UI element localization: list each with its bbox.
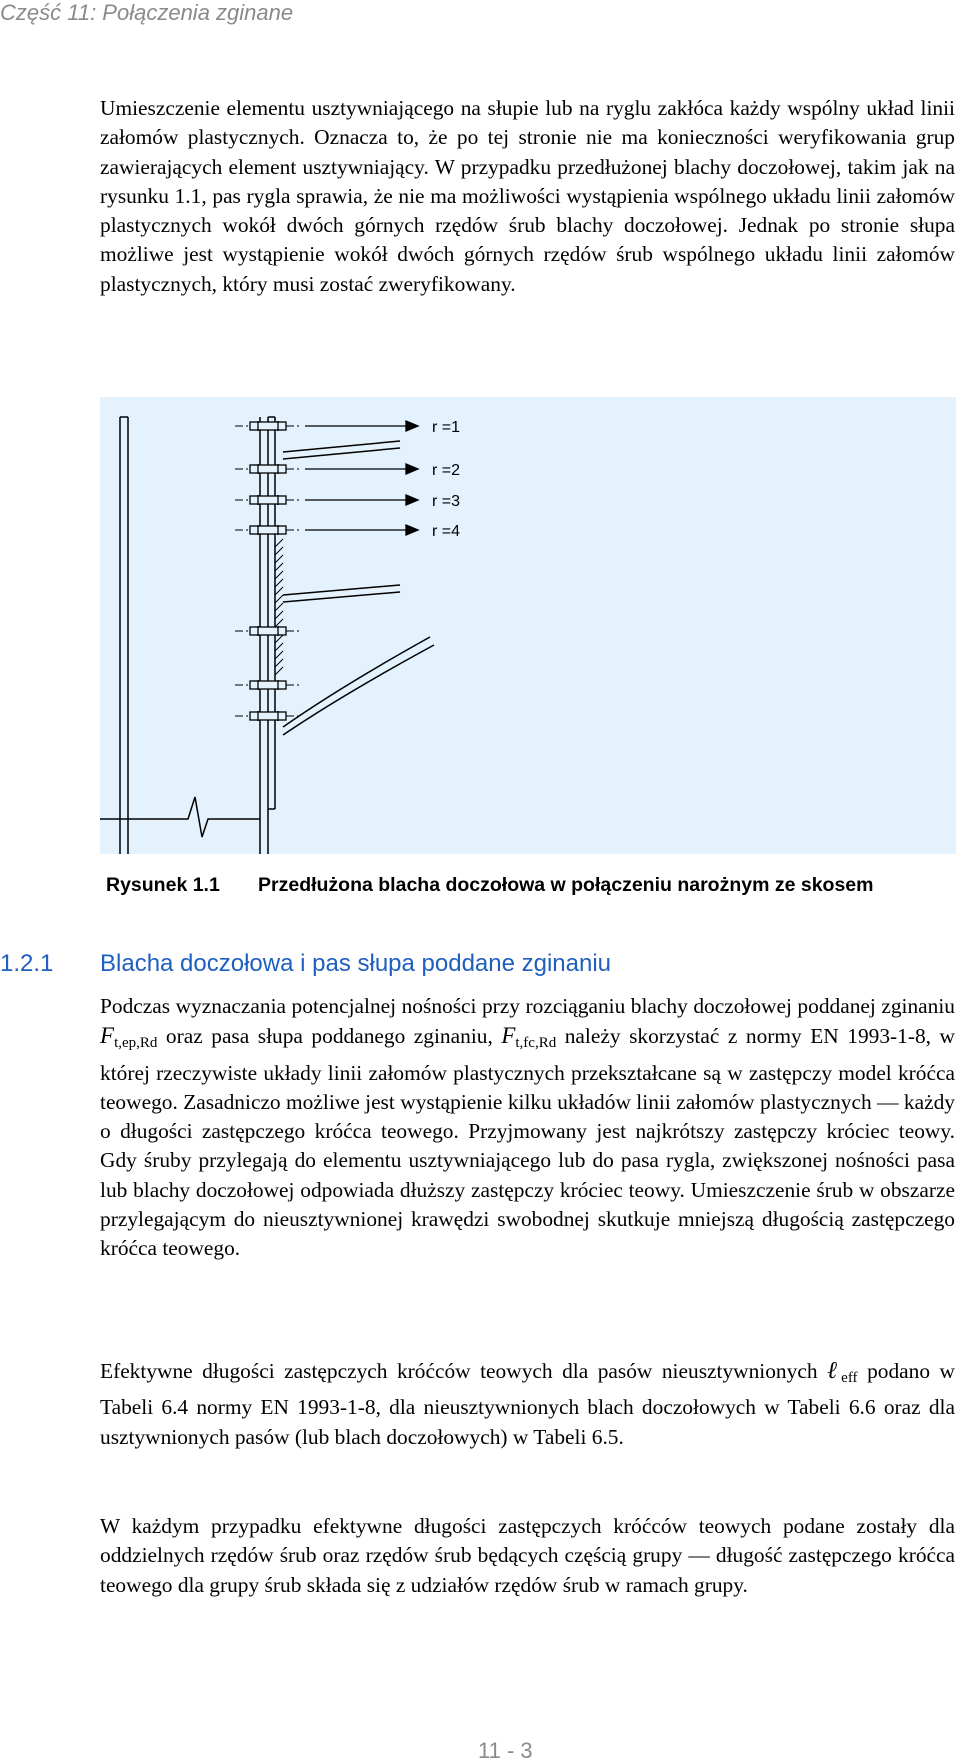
haunch-flange-upper xyxy=(283,637,430,727)
row-label-1: r =1 xyxy=(432,419,461,436)
page-number: 11 - 3 xyxy=(478,1738,533,1763)
row-label-3: r =3 xyxy=(432,493,461,510)
paragraph-3 xyxy=(100,1357,955,1452)
connection-drawing xyxy=(100,397,956,854)
bolt-row-4 xyxy=(250,525,286,535)
row-label-2: r =2 xyxy=(432,462,461,479)
paragraph-2-part-a: Podczas wyznaczania potencjalnej nośności przy rozciąganiu blachy doczołowej poddanej zginaniu xyxy=(100,994,955,1018)
bolt-row-3 xyxy=(250,495,286,505)
paragraph-2-part-b: oraz pasa słupa poddanego zginaniu, xyxy=(157,1024,502,1049)
caption-label: Rysunek 1.1 xyxy=(106,874,220,896)
symbol-l-eff: ℓ$_{eff}$ xyxy=(827,1358,858,1386)
row-arrows xyxy=(305,421,418,535)
caption-text: Przedłużona blacha doczołowa w połączeniu narożnym ze skosem xyxy=(258,874,874,896)
bolt-row-6 xyxy=(250,680,286,690)
weld-hatching xyxy=(275,539,283,675)
paragraph-1: Umieszczenie elementu usztywniającego na słupie lub na ryglu zakłóca każdy wspólny układ linii załomów plastycznych. Oznacza to, że po tej stronie nie ma konieczności weryfikowania grup zawierających element usztywniający. W przypadku przedłużonej blachy doczołowej, takim jak na rysunku 1.1, pas rygla sprawia, że nie ma możliwości wystąpienia wspólnego układu linii załomów plastycznych wokół dwóch górnych rzędów śrub blachy doczołowej. Jednak po stronie słupa możliwe jest wystąpienie wokół dwóch górnych rzędów śrub wspólnego układu linii załomów plastycznych, który musi zostać zweryfikowany. xyxy=(100,96,955,296)
chapter-header: Część 11: Połączenia zginane xyxy=(0,0,294,25)
haunch-flange-lower xyxy=(283,645,434,735)
symbol-f-tfc: $F_{t,fc,Rd}$ xyxy=(501,1023,557,1052)
paragraph-3-part-b: podano w Tabeli 6.4 normy EN 1993-1-8, dla nieusztywnionych blach doczołowych w Tabeli 6.6 oraz dla usztywnionych pasów (lub blach doczołowych) w Tabeli 6.5. xyxy=(100,1359,955,1449)
section-number: 1.2.1 xyxy=(0,950,54,977)
paragraph-2 xyxy=(100,992,955,1264)
bolt-row-5 xyxy=(250,626,286,636)
section-title: Blacha doczołowa i pas słupa poddane zginaniu xyxy=(100,950,612,977)
column-break-line xyxy=(100,797,260,837)
symbol-f-tep: $F_{t,ep,Rd}$ xyxy=(100,1023,158,1052)
paragraph-2-part-c: należy skorzystać z normy EN 1993-1-8, w której rzeczywiste układy linii załomów plastycznych przekształcane są w zastępczy model króćca teowego. Zasadniczo możliwe jest wystąpienie kilku układów linii załomów plastycznych — każdy o długości zastępczego króćca teowego. Przyjmowany jest najkrótszy zastępczy króciec teowy. Gdy śruby przylegają do elementu usztywniającego lub do pasa rygla, zwiększonej nośności pasa lub blachy doczołowej odpowiada dłuższy zastępczy króciec teowy. Umieszczenie śrub w obszarze przylegającym do nieusztywnionej krawędzi swobodnej skutkuje mniejszą długością zastępczego króćca teowego. xyxy=(100,1024,955,1261)
bolt-row-2 xyxy=(250,464,286,474)
figure-endplate-connection xyxy=(100,397,956,854)
row-label-4: r =4 xyxy=(432,523,461,540)
paragraph-3-part-a: Efektywne długości zastępczych króćców teowych dla pasów nieusztywnionych xyxy=(100,1359,828,1383)
bolt-row-1 xyxy=(250,421,286,431)
bolt-row-7 xyxy=(250,711,286,721)
paragraph-4: W każdym przypadku efektywne długości zastępczych króćców teowych podane zostały dla oddzielnych rzędów śrub oraz rzędów śrub będących częścią grupy — długość zastępczego króćca teowego dla grupy śrub składa się z udziałów rzędów śrub w ramach grupy. xyxy=(100,1514,955,1597)
